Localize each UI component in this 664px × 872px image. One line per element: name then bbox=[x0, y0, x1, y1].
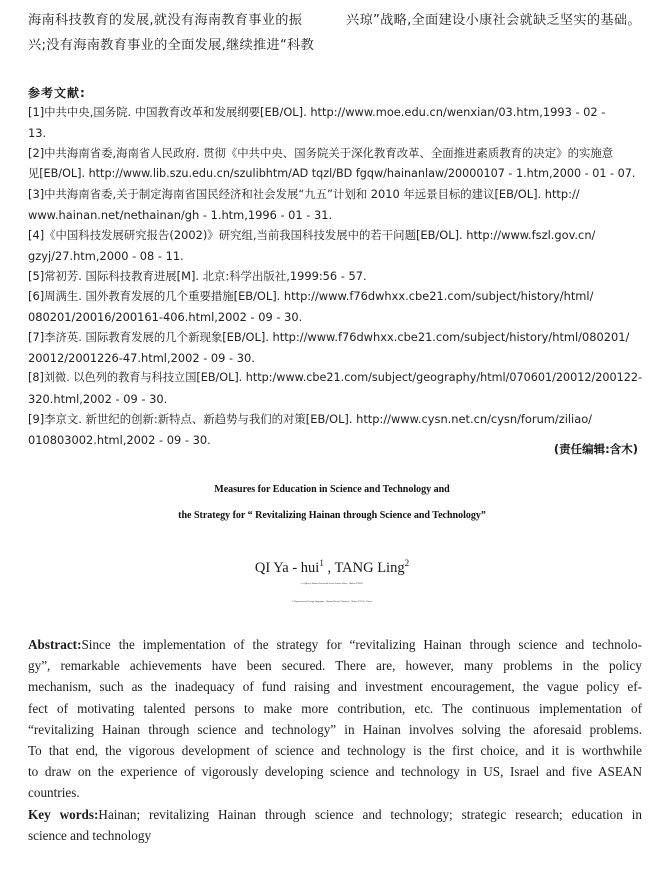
reference-line: [3]中共海南省委,关于制定海南省国民经济和社会发展“九五”计划和 2010 年远景目标的建议[EB/OL]. http:// bbox=[28, 187, 580, 201]
abstract-line: To that end, the vigorous development of science and technology is the first choice, and it is worthwhile bbox=[28, 742, 642, 758]
authors bbox=[0, 558, 664, 577]
reference-item-6 bbox=[28, 286, 642, 327]
reference-line: 080201/20016/200161-406.html,2002 - 09 - 30. bbox=[28, 309, 303, 324]
reference-item-1 bbox=[28, 102, 642, 143]
reference-line: [2]中共海南省委,海南省人民政府. 贯彻《中共中央、国务院关于深化教育改革、全面推进素质教育的决定》的实施意 bbox=[28, 146, 614, 160]
abstract-line: “revitalizing Hainan through science and technology” in Hainan involves solving the aforesaid problems. bbox=[28, 721, 642, 737]
affiliation-prefix: (1. bbox=[300, 583, 304, 585]
reference-line: [6]周满生. 国外教育发展的几个重要措施[EB/OL]. http://www.f76dwhxx.cbe21.com/subject/history/html/ bbox=[28, 289, 594, 303]
reference-line: www.hainan.net/nethainan/gh - 1.htm,1996 - 01 - 31. bbox=[28, 207, 333, 222]
abstract-line: gy”, remarkable achievements have been secured. There are, however, many problems in the policy bbox=[28, 658, 642, 674]
author-2-superscript: 2 bbox=[404, 558, 410, 568]
reference-item-3 bbox=[28, 184, 642, 225]
reference-line: [4]《中国科技发展研究报告(2002)》研究组,当前我国科技发展中的若干问题[EB/OL]. http://www.fszl.gov.cn/ bbox=[28, 228, 596, 242]
author-separator: , bbox=[323, 559, 335, 576]
reference-item-8 bbox=[28, 368, 642, 409]
reference-item-9 bbox=[28, 409, 642, 450]
reference-line: [1]中共中央,国务院. 中国教育改革和发展纲要[EB/OL]. http://www.moe.edu.cn/wenxian/03.htm,1993 - 02 - bbox=[28, 105, 606, 119]
reference-item-2 bbox=[28, 143, 642, 184]
reference-line: 见[EB/OL]. http://www.lib.szu.edu.cn/szulibhtm/AD tqzl/BD fgqw/hainanlaw/20000107 - 1.htm,2000 - 01 - 07. bbox=[28, 166, 636, 180]
reference-line: 320.html,2002 - 09 - 30. bbox=[28, 391, 168, 406]
abstract-line: mechanism, such as the inadequacy of fund raising and investment encouragement, the vague policy ef- bbox=[28, 679, 642, 695]
reference-item-7 bbox=[28, 327, 642, 368]
abstract-line: to draw on the experience of vigorously developing science and technology in US, Israel and five ASEAN bbox=[28, 764, 642, 780]
english-title-line-2: the Strategy for “ Revitalizing Hainan through Science and Technology” bbox=[178, 510, 486, 521]
reference-line: [5]常初芳. 国际科技教育进展[M]. 北京:科学出版社,1999:56 - 57. bbox=[28, 269, 367, 283]
english-title-line-1: Measures for Education in Science and Technology and bbox=[214, 484, 450, 495]
keywords-line: science and technology bbox=[28, 828, 152, 844]
abstract-label: Abstract: bbox=[28, 637, 82, 652]
author-2: TANG Ling bbox=[334, 559, 405, 576]
reference-line: gzyj/27.htm,2000 - 08 - 11. bbox=[28, 248, 184, 263]
reference-line: 010803002.html,2002 - 09 - 30. bbox=[28, 432, 211, 447]
responsible-editor: (责任编辑:含木) bbox=[553, 442, 638, 456]
keywords bbox=[28, 804, 642, 846]
intro-right-line-1: 兴琼”战略,全面建设小康社会就缺乏坚实的基础。 bbox=[346, 13, 641, 28]
affiliation-prefix: 2. bbox=[291, 601, 294, 603]
keywords-line: Key words:Hainan; revitalizing Hainan through science and technology; strategic research; education in bbox=[28, 807, 642, 822]
intro-left-line-2: 兴;没有海南教育事业的全面发展,继续推进“科教 bbox=[28, 38, 315, 53]
abstract-line: countries. bbox=[28, 785, 80, 801]
keywords-label: Key words: bbox=[28, 807, 99, 822]
reference-item-4 bbox=[28, 225, 642, 266]
author-1: QI Ya - hui bbox=[254, 559, 320, 576]
affiliation-2 bbox=[0, 601, 664, 603]
references-heading: 参考文献: bbox=[28, 86, 86, 100]
abstract-line: Abstract:Since the implementation of the strategy for “revitalizing Hainan through science and technolo- bbox=[28, 637, 642, 652]
author-1-superscript: 1 bbox=[319, 558, 324, 568]
intro-left-line-1: 海南科技教育的发展,就没有海南教育事业的振 bbox=[28, 13, 303, 28]
reference-line: [7]李济英. 国际教育发展的几个新现象[EB/OL]. http://www.f76dwhxx.cbe21.com/subject/history/html/080201/ bbox=[28, 330, 630, 344]
affiliation-text: Department of Foreign Languages , Hainan Normal University , Haikou 571158 , China) bbox=[293, 601, 373, 603]
abstract bbox=[28, 634, 642, 804]
reference-line: [9]李京文. 新世纪的创新:新特点、新趋势与我们的对策[EB/OL]. http://www.cysn.net.cn/cysn/forum/ziliao/ bbox=[28, 412, 592, 426]
abstract-line: fect of motivating talented persons to make more contribution, etc. The continuous implementation of bbox=[28, 700, 642, 716]
affiliation-text: Office of Hainan Provincial Social Science Union , Haikou 570203; bbox=[303, 583, 364, 585]
reference-line: [8]刘微. 以色列的教育与科技立国[EB/OL]. http:/www.cbe21.com/subject/geography/html/070601/20012/200122- bbox=[28, 371, 642, 384]
affiliation-1 bbox=[0, 583, 664, 585]
reference-item-5 bbox=[28, 266, 642, 287]
reference-line: 20012/2001226-47.html,2002 - 09 - 30. bbox=[28, 350, 255, 365]
reference-line: 13. bbox=[28, 125, 47, 140]
